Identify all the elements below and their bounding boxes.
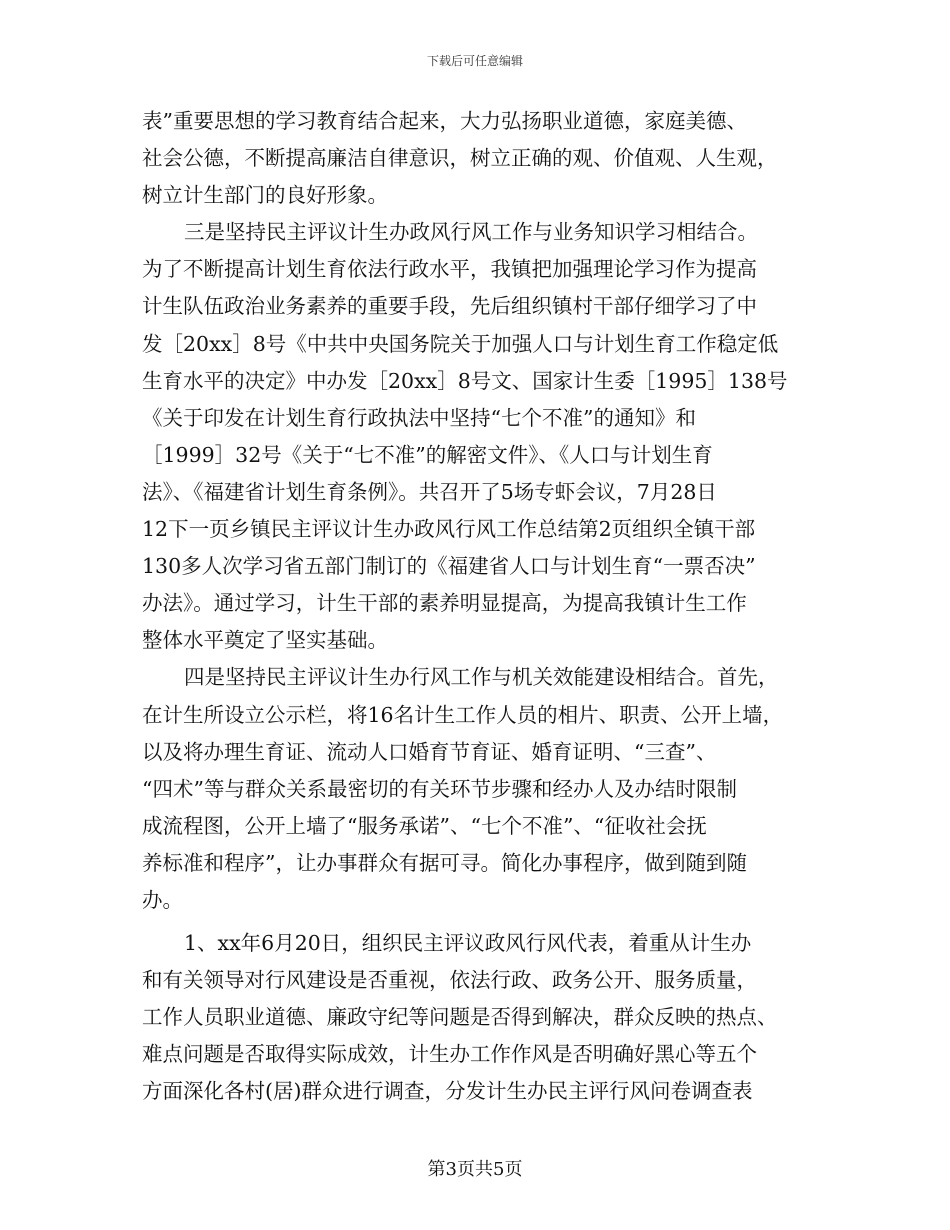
text-line: 计生队伍政治业务素养的重要手段，先后组织镇村干部仔细学习了中 [142,294,757,319]
text-line: 工作人员职业道德、廉政守纪等问题是否得到解决，群众反映的热点、 [142,1005,778,1030]
text-line: 整体水平奠定了坚实基础。 [142,628,388,653]
text-line: 方面深化各村(居)群众进行调查，分发计生办民主评行风问卷调查表 [142,1079,753,1104]
text-line: ［1999］32号《关于“七不准”的解密文件》、《人口与计划生育 [142,442,713,467]
text-line: 以及将办理生育证、流动人口婚育节育证、婚育证明、“三查”、 [142,739,717,764]
text-line: 办法》。通过学习，计生干部的素养明显提高，为提高我镇计生工作 [142,591,747,616]
text-line: 表”重要思想的学习教育结合起来，大力弘扬职业道德，家庭美德、 [142,109,747,133]
text-line: 办。 [142,887,183,912]
text-line: “四术”等与群众关系最密切的有关环节步骤和经办人及办结时限制 [142,776,737,801]
paragraph [142,659,814,919]
paragraph [142,214,814,659]
text-line: 法》、《福建省计划生育条例》。共召开了5场专虾会议，7月28日 [142,479,717,504]
text-line: 生育水平的决定》中办发［20xx］8号文、国家计生委［1995］138号 [142,368,788,393]
text-line: 和有关领导对行风建设是否重视，依法行政、政务公开、服务质量， [142,968,757,993]
text-line: 树立计生部门的良好形象。 [142,183,388,208]
text-line: 《关于印发在计划生育行政执法中坚持“七个不准”的通知》和 [142,405,696,430]
text-line: 在计生所设立公示栏，将16名计生工作人员的相片、职责、公开上墙， [142,702,784,727]
text-line: 1、xx年6月20日，组织民主评议政风行风代表，着重从计生办 [184,931,752,956]
text-line: 130多人次学习省五部门制订的《福建省人口与计划生育“一票否决” [142,554,756,579]
page-header: 下载后可任意编辑 [426,54,523,68]
text-line: 12下一页乡镇民主评议计生办政风行风工作总结第2页组织全镇干部 [142,517,756,542]
paragraph [142,925,814,1110]
text-line: 社会公德，不断提高廉洁自律意识，树立正确的观、价值观、人生观， [142,146,778,171]
paragraph [142,103,814,214]
document-body [142,103,814,1111]
page-footer: 第3页共5页 [427,1159,523,1180]
text-line: 难点问题是否取得实际成效，计生办工作作风是否明确好黑心等五个 [142,1042,757,1067]
text-line: 发［20xx］8号《中共中央国务院关于加强人口与计划生育工作稳定低 [142,331,779,356]
text-line: 四是坚持民主评议计生办行风工作与机关效能建设相结合。首先， [184,665,779,690]
text-line: 成流程图，公开上墙了“服务承诺”、“七个不准”、“征收社会抚 [142,813,707,838]
text-line: 三是坚持民主评议计生办政风行风工作与业务知识学习相结合。 [184,220,758,245]
text-line: 为了不断提高计划生育依法行政水平，我镇把加强理论学习作为提高 [142,257,757,282]
text-line: 养标准和程序”，让办事群众有据可寻。简化办事程序，做到随到随 [142,850,747,875]
